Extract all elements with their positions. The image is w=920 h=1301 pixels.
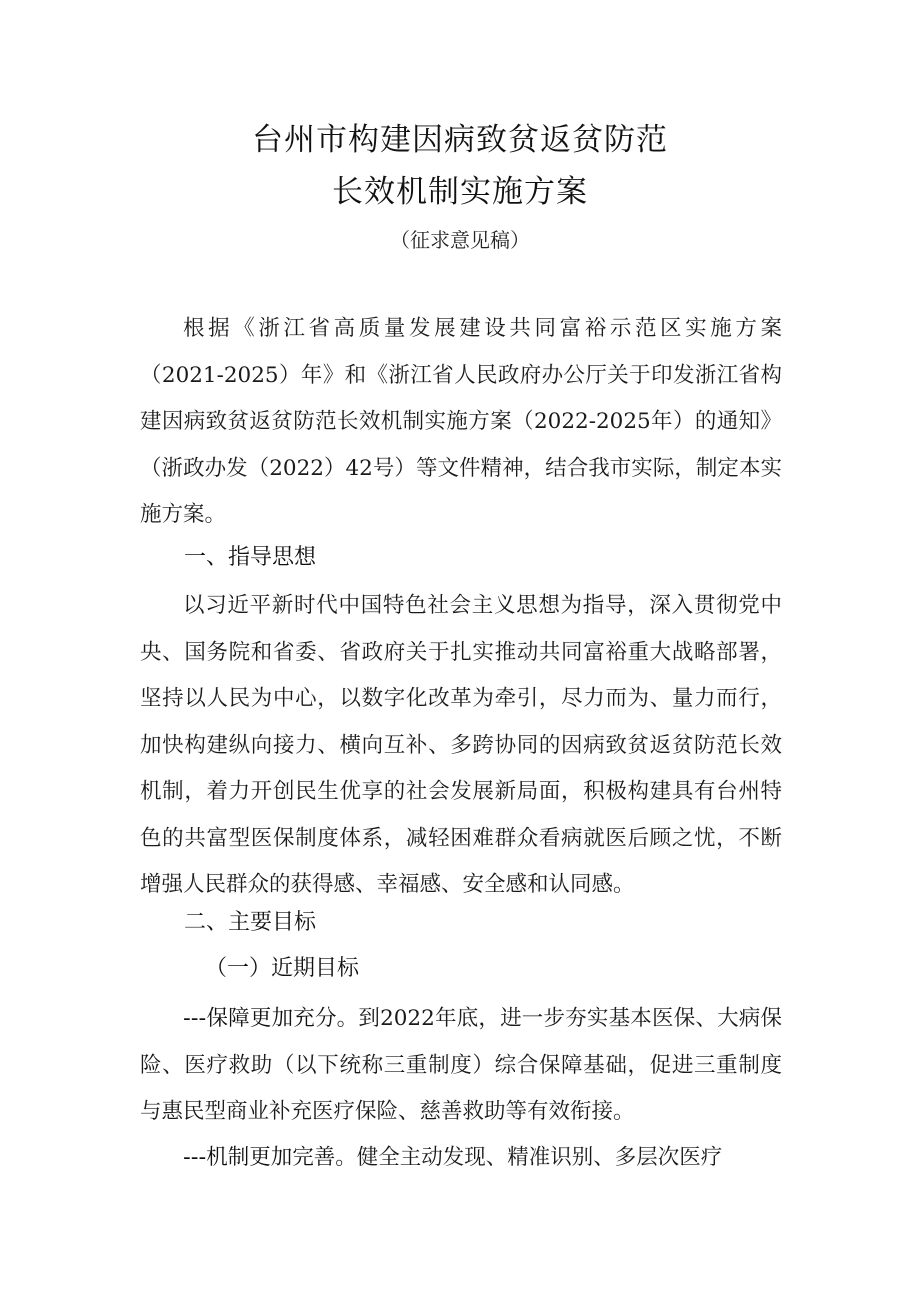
goal-lead-mechanism: ---机制更加完善。 xyxy=(183,1145,357,1170)
goal-text-mechanism: 健全主动发现、精准识别、多层次医疗 xyxy=(356,1145,723,1170)
intro-paragraph: 根据《浙江省高质量发展建设共同富裕示范区实施方案（2021-2025）年》和《浙江省人民政府办公厅关于印发浙江省构建因病致贫返贫防范长效机制实施方案（2022-2025年）的通知》（浙政办发（2022）42号）等文件精神，结合我市实际，制定本实施方案。 xyxy=(140,316,782,527)
document-title-line-2: 长效机制实施方案 xyxy=(332,174,588,210)
section-heading-main-goals: 二、主要目标 xyxy=(184,910,317,935)
goal-paragraph-coverage xyxy=(140,996,782,1136)
subsection-heading-short-term-goals: （一）近期目标 xyxy=(205,956,360,981)
section-heading-guiding-ideology: 一、指导思想 xyxy=(184,545,317,570)
goal-paragraph-mechanism xyxy=(140,1135,782,1182)
document-subtitle: （征求意见稿） xyxy=(390,228,530,252)
document-title-line-1: 台州市构建因病致贫返贫防范 xyxy=(252,122,668,158)
goal-lead-coverage: ---保障更加充分。 xyxy=(183,1006,359,1031)
guiding-ideology-paragraph: 以习近平新时代中国特色社会主义思想为指导，深入贯彻党中央、国务院和省委、省政府关于扎实推动共同富裕重大战略部署，坚持以人民为中心，以数字化改革为牵引，尽力而为、量力而行，加快构建纵向接力、横向互补、多跨协同的因病致贫返贫防范长效机制，着力开创民生优享的社会发展新局面，积极构建具有台州特色的共富型医保制度体系，减轻困难群众看病就医后顾之忧，不断增强人民群众的获得感、幸福感、安全感和认同感。 xyxy=(140,593,782,897)
goal-text-coverage: 到2022年底，进一步夯实基本医保、大病保险、医疗救助（以下统称三重制度）综合保障基础，促进三重制度与惠民型商业补充医疗保险、慈善救助等有效衔接。 xyxy=(140,1006,782,1124)
